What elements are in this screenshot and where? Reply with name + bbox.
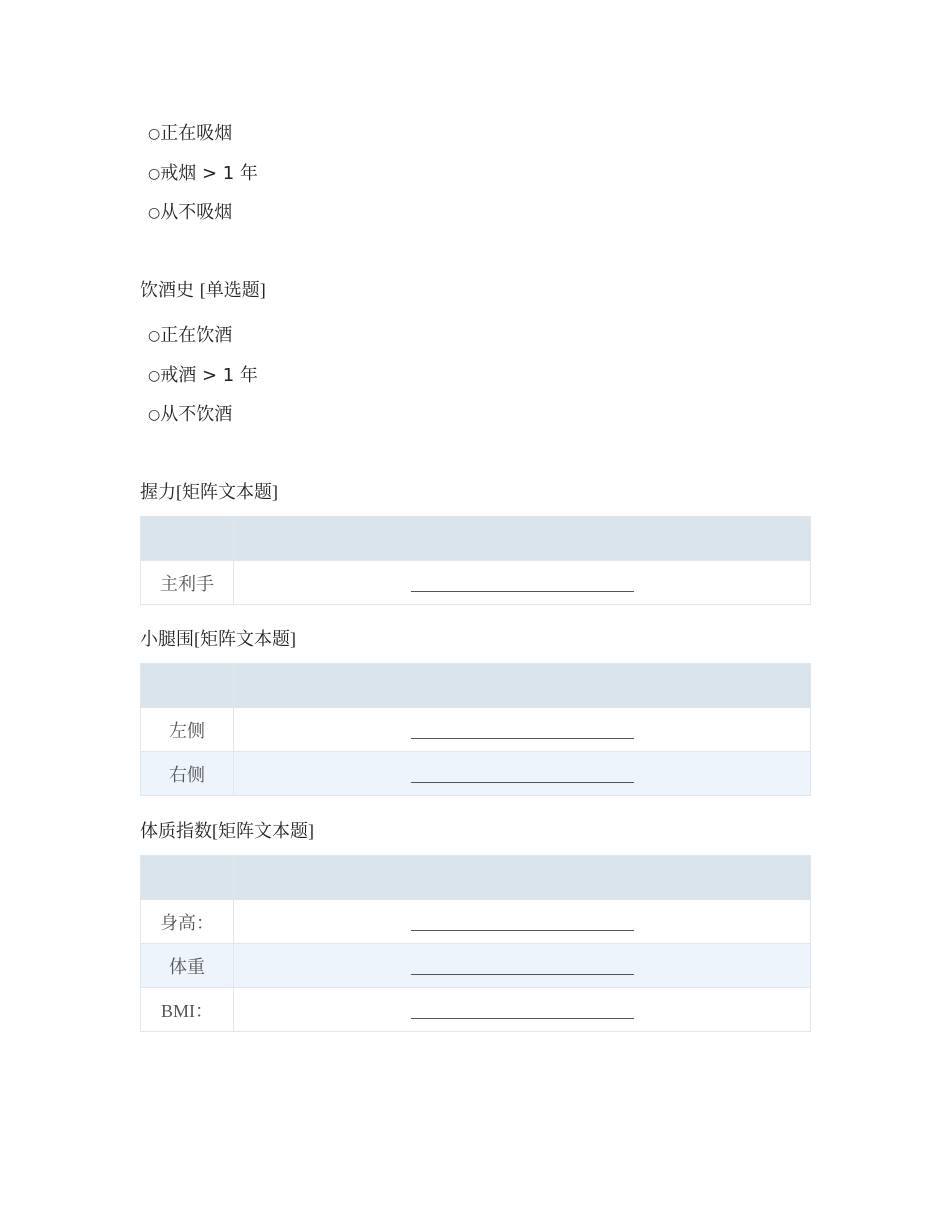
- blank-line[interactable]: [411, 591, 634, 592]
- bmi-question-title: [140, 819, 314, 844]
- smoking-option-never[interactable]: [148, 193, 258, 233]
- option-label: 正在吸烟: [160, 123, 233, 144]
- drinking-option-never[interactable]: [148, 395, 258, 435]
- question-type: [单选题]: [199, 280, 266, 300]
- blank-line[interactable]: [411, 738, 634, 739]
- grip-matrix-table: [140, 516, 811, 605]
- option-label: 戒酒 > 1 年: [160, 364, 258, 386]
- option-label: 正在饮酒: [160, 325, 233, 346]
- row-label: 主利手: [141, 561, 234, 605]
- option-label: 戒烟 > 1 年: [160, 162, 258, 184]
- blank-line[interactable]: [411, 782, 634, 783]
- blank-line[interactable]: [411, 1018, 634, 1019]
- smoking-option-current[interactable]: [148, 114, 258, 154]
- text-input-cell[interactable]: [234, 708, 811, 752]
- table-header-row: [141, 856, 811, 900]
- calf-matrix-table: [140, 663, 811, 796]
- row-label: 身高：: [141, 900, 234, 944]
- radio-icon[interactable]: ○: [148, 407, 161, 423]
- question-text: 握力: [140, 482, 176, 503]
- radio-icon[interactable]: ○: [148, 126, 161, 142]
- option-label: 从不饮酒: [160, 404, 233, 425]
- radio-icon[interactable]: ○: [148, 205, 161, 221]
- radio-icon[interactable]: ○: [148, 328, 161, 344]
- text-input-cell[interactable]: [234, 988, 811, 1032]
- table-row: [141, 752, 811, 796]
- question-type: [矩阵文本题]: [176, 482, 278, 502]
- question-text: 饮酒史: [140, 280, 194, 301]
- table-row: [141, 708, 811, 752]
- table-row: [141, 988, 811, 1032]
- header-cell: [234, 664, 811, 708]
- header-cell: [141, 517, 234, 561]
- drinking-question-title: [140, 278, 266, 303]
- blank-line[interactable]: [411, 974, 634, 975]
- header-cell: [141, 856, 234, 900]
- text-input-cell[interactable]: [234, 900, 811, 944]
- table-header-row: [141, 517, 811, 561]
- row-label: 左侧: [141, 708, 234, 752]
- question-type: [矩阵文本题]: [212, 821, 314, 841]
- header-cell: [234, 517, 811, 561]
- text-input-cell[interactable]: [234, 561, 811, 605]
- table-header-row: [141, 664, 811, 708]
- blank-line[interactable]: [411, 930, 634, 931]
- drinking-option-quit[interactable]: [148, 356, 258, 396]
- question-text: 小腿围: [140, 629, 194, 650]
- radio-icon[interactable]: ○: [148, 165, 161, 182]
- row-label: 体重: [141, 944, 234, 988]
- option-label: 从不吸烟: [160, 202, 233, 223]
- row-label: 右侧: [141, 752, 234, 796]
- smoking-option-quit[interactable]: [148, 154, 258, 194]
- drinking-options: [148, 316, 258, 435]
- table-row: [141, 900, 811, 944]
- calf-question-title: [140, 627, 296, 652]
- grip-question-title: [140, 480, 278, 505]
- text-input-cell[interactable]: [234, 752, 811, 796]
- header-cell: [141, 664, 234, 708]
- smoking-options: [148, 114, 258, 233]
- header-cell: [234, 856, 811, 900]
- row-label: BMI：: [141, 988, 234, 1032]
- text-input-cell[interactable]: [234, 944, 811, 988]
- radio-icon[interactable]: ○: [148, 367, 161, 384]
- drinking-option-current[interactable]: [148, 316, 258, 356]
- bmi-matrix-table: [140, 855, 811, 1032]
- question-type: [矩阵文本题]: [194, 629, 296, 649]
- question-text: 体质指数: [140, 821, 212, 842]
- table-row: [141, 561, 811, 605]
- table-row: [141, 944, 811, 988]
